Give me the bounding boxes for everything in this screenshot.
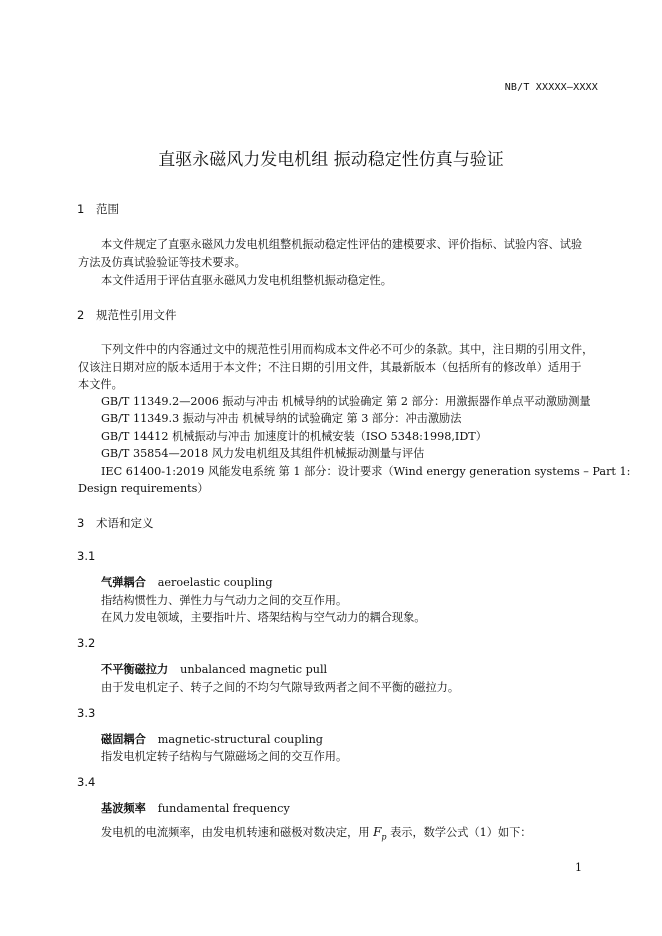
scope-paragraph-2: 本文件适用于评估直驱永磁风力发电机组整机振动稳定性。: [101, 274, 392, 287]
term-entry: [101, 800, 290, 816]
section-number: 3: [77, 516, 85, 530]
term-number: 3.2: [77, 636, 96, 650]
term-entry: [101, 661, 327, 677]
reference-item: GB/T 11349.2—2006 振动与冲击 机械导纳的试验确定 第 2 部分：用激振器作单点平动激励测量: [101, 395, 591, 408]
term-chinese: 气弹耦合: [101, 576, 146, 589]
reference-item: IEC 61400-1:2019 风能发电系统 第 1 部分：设计要求（Wind energy generation systems – Part 1:: [101, 465, 631, 478]
section-title: 术语和定义: [96, 516, 154, 530]
term-definition: 指结构惯性力、弹性力与气动力之间的交互作用。: [101, 594, 348, 607]
frequency-symbol: [373, 825, 387, 842]
term-english: magnetic-structural coupling: [157, 733, 323, 746]
definition-text-after-symbol: 表示，数学公式（1）如下：: [390, 826, 532, 839]
section-1-heading: [77, 201, 119, 217]
normative-intro-line-2: 仅该注日期对应的版本适用于本文件；不注日期的引用文件，其最新版本（包括所有的修改单）适用于: [78, 361, 582, 374]
term-english: unbalanced magnetic pull: [180, 663, 328, 676]
scope-paragraph-1-line-1: 本文件规定了直驱永磁风力发电机组整机振动稳定性评估的建模要求、评价指标、试验内容、试验: [101, 238, 583, 251]
term-entry: [101, 731, 323, 747]
normative-intro-line-1: 下列文件中的内容通过文中的规范性引用而构成本文件必不可少的条款。其中，注日期的引用文件，: [101, 343, 594, 356]
symbol-subscript: p: [381, 832, 387, 842]
term-chinese: 不平衡磁拉力: [101, 663, 169, 676]
term-note: 在风力发电领域，主要指叶片、塔架结构与空气动力的耦合现象。: [101, 611, 426, 624]
document-title: 直驱永磁风力发电机组 振动稳定性仿真与验证: [158, 150, 504, 170]
section-2-heading: [77, 307, 177, 323]
term-english: aeroelastic coupling: [157, 576, 273, 589]
definition-text-before-symbol: 发电机的电流频率，由发电机转速和磁极对数决定，用: [101, 826, 370, 839]
symbol-base: F: [373, 825, 382, 839]
term-chinese: 磁固耦合: [101, 733, 146, 746]
reference-item: GB/T 14412 机械振动与冲击 加速度计的机械安装（ISO 5348:1998,IDT）: [101, 430, 487, 443]
term-chinese: 基波频率: [101, 802, 146, 815]
section-number: 2: [77, 308, 85, 322]
scope-paragraph-1-line-2: 方法及仿真试验验证等技术要求。: [78, 256, 246, 269]
term-number: 3.3: [77, 706, 96, 720]
reference-item: GB/T 11349.3 振动与冲击 机械导纳的试验确定 第 3 部分：冲击激励法: [101, 412, 462, 425]
normative-intro-line-3: 本文件。: [78, 378, 123, 391]
section-title: 规范性引用文件: [96, 308, 177, 322]
reference-item-continuation: Design requirements）: [78, 482, 209, 495]
term-number: 3.1: [77, 549, 96, 563]
section-number: 1: [77, 202, 85, 216]
term-definition: 指发电机定转子结构与气隙磁场之间的交互作用。: [101, 750, 348, 763]
document-code: NB/T XXXXX—XXXX: [504, 82, 598, 93]
term-number: 3.4: [77, 775, 96, 789]
page-number: 1: [575, 861, 582, 874]
term-entry: [101, 574, 273, 590]
reference-item: GB/T 35854—2018 风力发电机组及其组件机械振动测量与评估: [101, 447, 425, 460]
term-definition: 由于发电机定子、转子之间的不均匀气隙导致两者之间不平衡的磁拉力。: [101, 681, 460, 694]
term-definition: [101, 824, 531, 841]
section-title: 范围: [96, 202, 119, 216]
section-3-heading: [77, 515, 154, 531]
term-english: fundamental frequency: [157, 802, 290, 815]
